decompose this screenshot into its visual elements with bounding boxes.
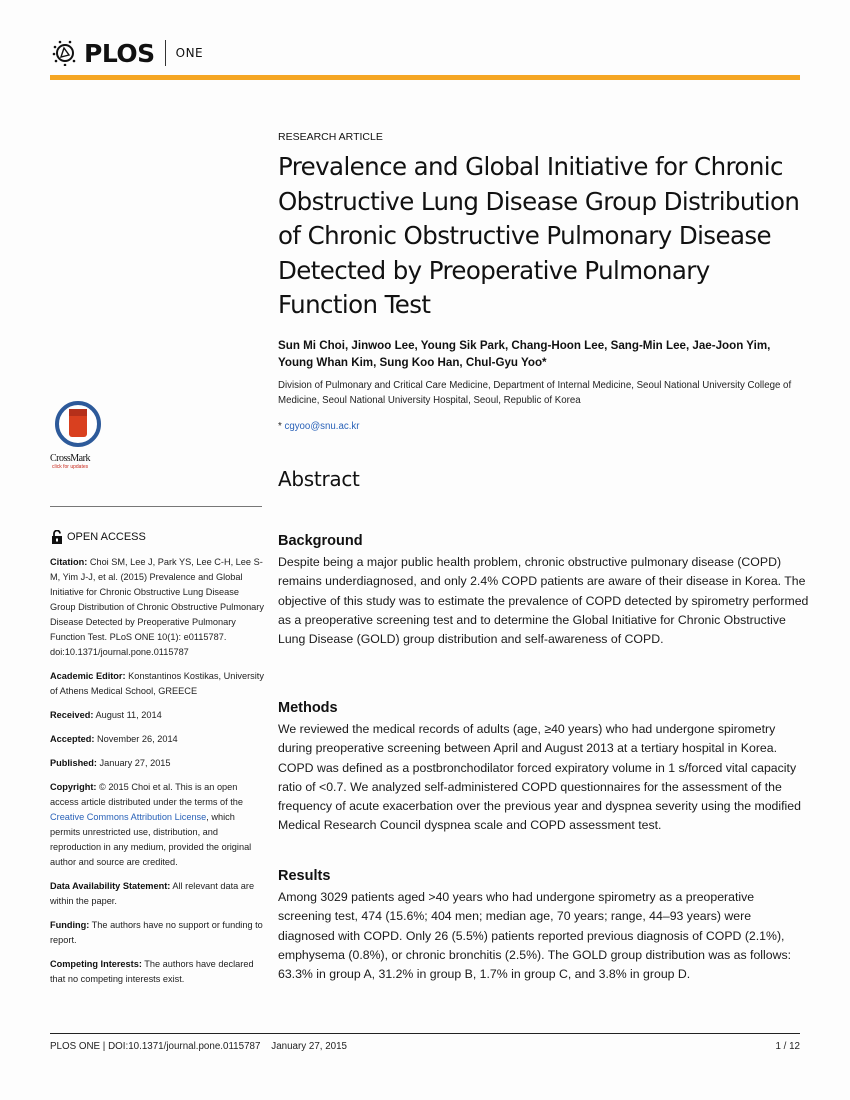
open-access-badge — [51, 530, 146, 544]
data-availability: Data Availability Statement: All relevant data are within the paper. — [50, 881, 255, 906]
abstract-methods — [278, 700, 810, 836]
section-heading: Results — [278, 868, 331, 884]
received-date: Received: August 11, 2014 — [50, 710, 162, 720]
copyright: Copyright: © 2015 Choi et al. This is an open access article distributed under the terms of the Creative Commons Attribution License, which permits unrestricted use, distribution, and reproduction in any medium, provided the original author and source are credited. — [50, 782, 252, 867]
abstract-heading: Abstract — [278, 467, 360, 491]
funding: Funding: The authors have no support or funding to report. — [50, 920, 263, 945]
unlocked-padlock-icon — [51, 530, 63, 544]
section-text: Among 3029 patients aged >40 years who had undergone spirometry as a preoperative screening test, 474 (15.6%; 404 men; median age, 70 years; range, 44–93 years) were diagnosed with COPD. Only 26 (5.5%) patients reported previous diagnosis of COPD (2.1%), emphysema (0.8%), or chronic bronchitis (2.5%). The GOLD group distribution was as follows: 63.3% in group A, 31.2% in group B, 1.7% in group C, and 3.8% in group D. — [278, 890, 792, 982]
corresponding-email: * cgyoo@snu.ac.kr — [278, 421, 360, 432]
header-accent-bar — [50, 75, 800, 80]
section-heading: Methods — [278, 700, 338, 716]
crossmark-badge[interactable] — [50, 400, 110, 470]
academic-editor: Academic Editor: Konstantinos Kostikas, University of Athens Medical School, GREECE — [50, 671, 264, 696]
crossmark-sublabel: click for updates — [52, 464, 89, 470]
plos-one-logo — [52, 38, 203, 68]
page-number: 1 / 12 — [775, 1041, 800, 1052]
published-date: Published: January 27, 2015 — [50, 758, 171, 768]
section-text: We reviewed the medical records of adults (age, ≥40 years) who had undergone spirometry during preoperative screening between April and August 2013 at a tertiary hospital in Korea. COPD was defined as a postbronchodilator forced expiratory volume in 1 s/forced vital capacity ratio of <0.7. We analyzed self-administered COPD questionnaires for the assessment of the frequency of acute exacerbation over the previous year and dyspnea severity using the modified Medical Research Council dyspnea scale and COPD assessment test. — [278, 722, 801, 833]
section-heading: Background — [278, 533, 363, 549]
article-type: RESEARCH ARTICLE — [278, 131, 383, 143]
footer-citation: PLOS ONE | DOI:10.1371/journal.pone.0115787 January 27, 2015 — [50, 1041, 348, 1052]
cc-license-link[interactable]: Creative Commons Attribution License — [50, 812, 207, 822]
citation: Citation: Choi SM, Lee J, Park YS, Lee C-H, Lee S-M, Yim J-J, et al. (2015) Prevalence and Global Initiative for Chronic Obstructive Lung Disease Group Distribution of Chronic Obstructive Pulmonary Disease Detected by Preoperative Pulmonary Function Test. PLoS ONE 10(1): e0115787. doi:10.1371/journal.pone.0115787 — [50, 557, 264, 657]
section-text: Despite being a major public health problem, chronic obstructive pulmonary disease (COPD) remains underdiagnosed, and only 2.4% COPD patients are aware of their disease in Korea. The objective of this study was to estimate the prevalence of COPD detected by spirometry performed as a preoperative screening test and to determine the Global Initiative for Chronic Obstructive Lung Disease (GOLD) group distribution and self-awareness of COPD. — [278, 555, 809, 647]
article-title: Prevalence and Global Initiative for Chronic Obstructive Lung Disease Group Distribution of Chronic Obstructive Pulmonary Disease Detected by Preoperative Pulmonary Function Test — [278, 152, 800, 319]
sidebar-divider — [50, 506, 262, 507]
open-access-label: OPEN ACCESS — [67, 531, 146, 543]
competing-interests: Competing Interests: The authors have declared that no competing interests exist. — [50, 959, 254, 984]
footer-divider — [50, 1033, 800, 1034]
plos-globe-icon — [52, 40, 78, 66]
page-footer — [50, 1041, 800, 1052]
abstract-background — [278, 533, 810, 649]
crossmark-icon — [50, 400, 110, 456]
accepted-date: Accepted: November 26, 2014 — [50, 734, 178, 744]
email-link[interactable]: cgyoo@snu.ac.kr — [284, 421, 360, 432]
logo-divider — [165, 40, 166, 66]
abstract-results — [278, 868, 810, 984]
crossmark-label: CrossMark — [50, 453, 90, 464]
brand-name: PLOS — [84, 38, 155, 68]
journal-name: ONE — [175, 46, 204, 60]
affiliation: Division of Pulmonary and Critical Care Medicine, Department of Internal Medicine, Seoul National University College of Medicine, Seoul National University Hospital, Seoul, Republic of Korea — [278, 380, 792, 406]
article-info-sidebar — [50, 555, 264, 996]
author-list: Sun Mi Choi, Jinwoo Lee, Young Sik Park, Chang-Hoon Lee, Sang-Min Lee, Jae-Joon Yim, Young Whan Kim, Sung Koo Han, Chul-Gyu Yoo* — [278, 339, 771, 369]
